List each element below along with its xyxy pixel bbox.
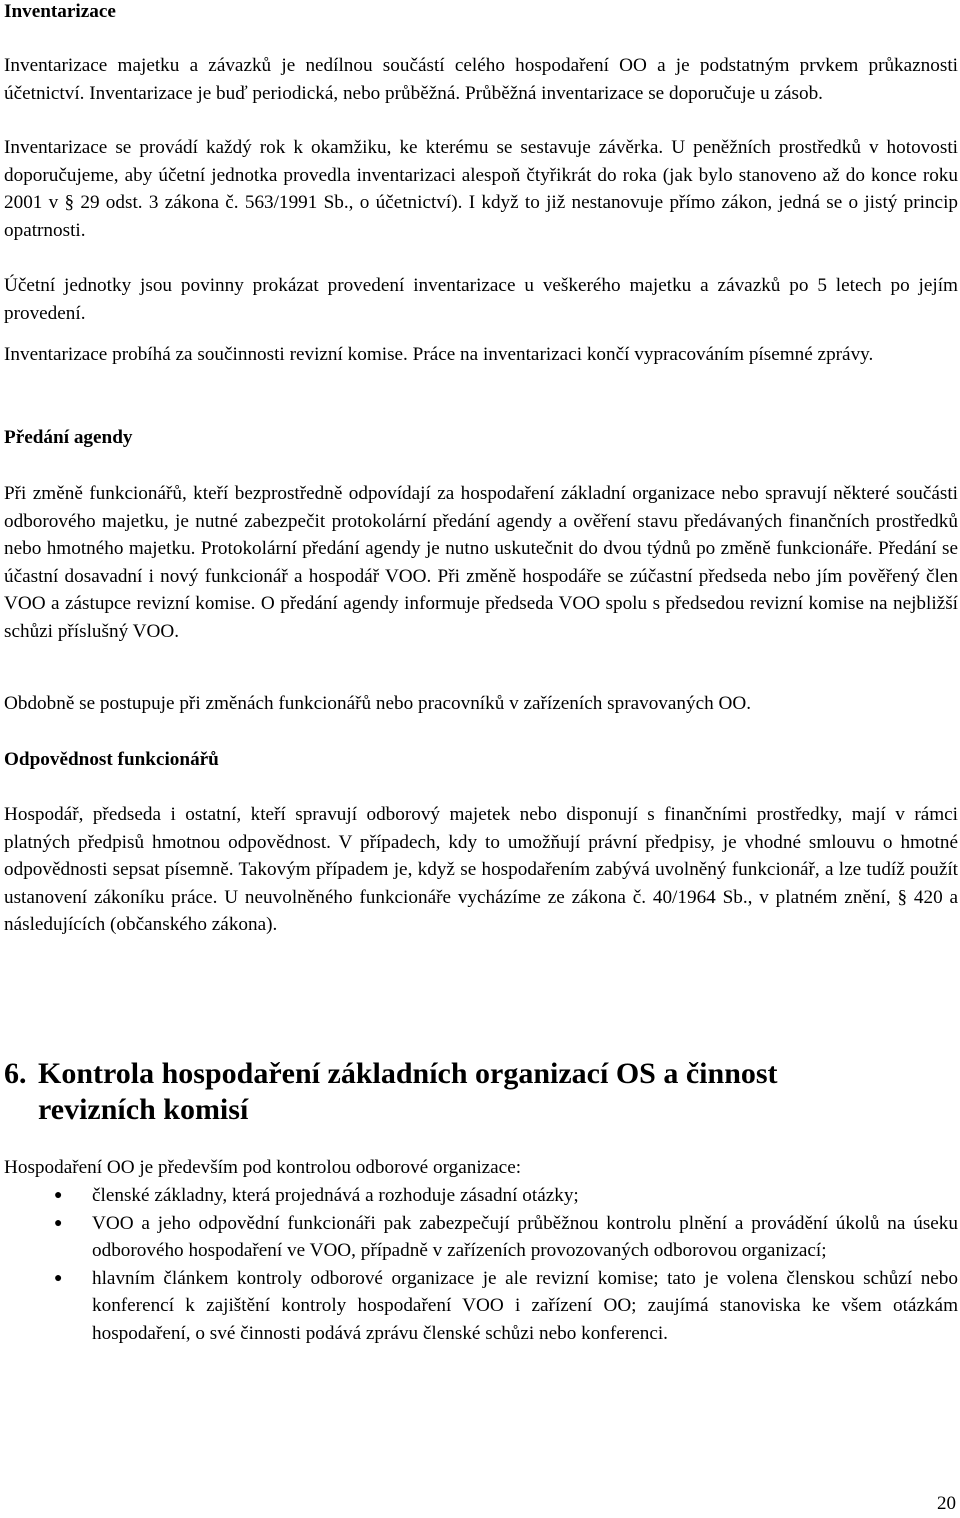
list-item: ● hlavním článkem kontroly odborové organizace je ale revizní komise; tato je volena členskou schůzí nebo konferencí k zajištění kontroly hospodaření VOO i zařízení OO; zaujímá stanoviska ke všem otázkám hospodaření, o své činnosti podává zprávu členské schůzi nebo konferenci. [4,1265,958,1348]
page-number: 20 [937,1493,956,1514]
paragraph-liability: Hospodář, předseda i ostatní, kteří spravují odborový majetek nebo disponují s finančními prostředky, mají v rámci platných předpisů hmotnou odpovědnost. V případech, kdy to umožňují právní předpisy, je vhodné smlouvu o hmotné odpovědnosti sepsat písemně. Takovým případem je, když se hospodařením zabývá uvolněný funkcionář, a lze tudíž použít ustanovení zákoníku práce. U neuvolněného funkcionáře vycházíme ze zákona č. 40/1964 Sb., v platném znění, § 420 a následujících (občanského zákona). [4,804,958,936]
chapter-title-line1: Kontrola hospodaření základních organizací OS a činnost [38,1057,778,1090]
chapter-number: 6. [4,1057,27,1090]
paragraph-inventory-commission: Inventarizace probíhá za součinnosti revizní komise. Práce na inventarizaci končí vypracováním písemné zprávy. [4,344,874,365]
chapter-title-line2: revizních komisí [38,1093,249,1126]
section-heading-predani: Předání agendy [4,427,133,448]
list-item: ● členské základny, která projednává a rozhoduje zásadní otázky; [4,1182,958,1210]
paragraph-handover-similar: Obdobně se postupuje při změnách funkcionářů nebo pracovníků v zařízeních spravovaných OO. [4,693,752,714]
paragraph-inventory-intro: Inventarizace majetku a závazků je nedílnou součástí celého hospodaření OO a je podstatným prvkem průkaznosti účetnictví. Inventarizace je buď periodická, nebo průběžná. Průběžná inventarizace se doporučuje u zásob. [4,55,958,104]
control-bullet-list [4,1182,958,1348]
section-heading-inventarizace: Inventarizace [4,1,116,22]
chapter-heading [4,1056,778,1128]
paragraph-inventory-proof: Účetní jednotky jsou povinny prokázat provedení inventarizace u veškerého majetku a závazků po 5 letech po jejím provedení. [4,275,958,324]
section-heading-odpovednost: Odpovědnost funkcionářů [4,749,219,770]
paragraph-inventory-timing: Inventarizace se provádí každý rok k okamžiku, ke kterému se sestavuje závěrka. U peněžních prostředků v hotovosti doporučujeme, aby účetní jednotka provedla inventarizaci alespoň čtyřikrát do roka (jak bylo stanoveno až do konce roku 2001 v § 29 odst. 3 zákona č. 563/1991 Sb., o účetnictví). I když to již nestanovuje přímo zákon, jedná se o jistý princip opatrnosti. [4,137,958,241]
list-item: ● VOO a jeho odpovědní funkcionáři pak zabezpečují průběžnou kontrolu plnění a provádění úkolů na úseku odborového hospodaření ve VOO, případně v zařízeních provozovaných odborovou organizací; [4,1210,958,1265]
paragraph-handover: Při změně funkcionářů, kteří bezprostředně odpovídají za hospodaření základní organizace nebo spravují některé součásti odborového majetku, je nutné zabezpečit protokolární předání agendy a ověření stavu předávaných finančních prostředků nebo hmotného majetku. Protokolární předání agendy je nutno uskutečnit do dvou týdnů po změně funkcionáře. Předání se účastní dosavadní i nový funkcionář a hospodář VOO. Při změně hospodáře se zúčastní předseda nebo jím pověřený člen VOO a zástupce revizní komise. O předání agendy informuje předseda VOO spolu s předsedou revizní komise na nejbližší schůzi příslušný VOO. [4,483,958,642]
paragraph-control-intro: Hospodaření OO je především pod kontrolou odborové organizace: [4,1157,522,1178]
